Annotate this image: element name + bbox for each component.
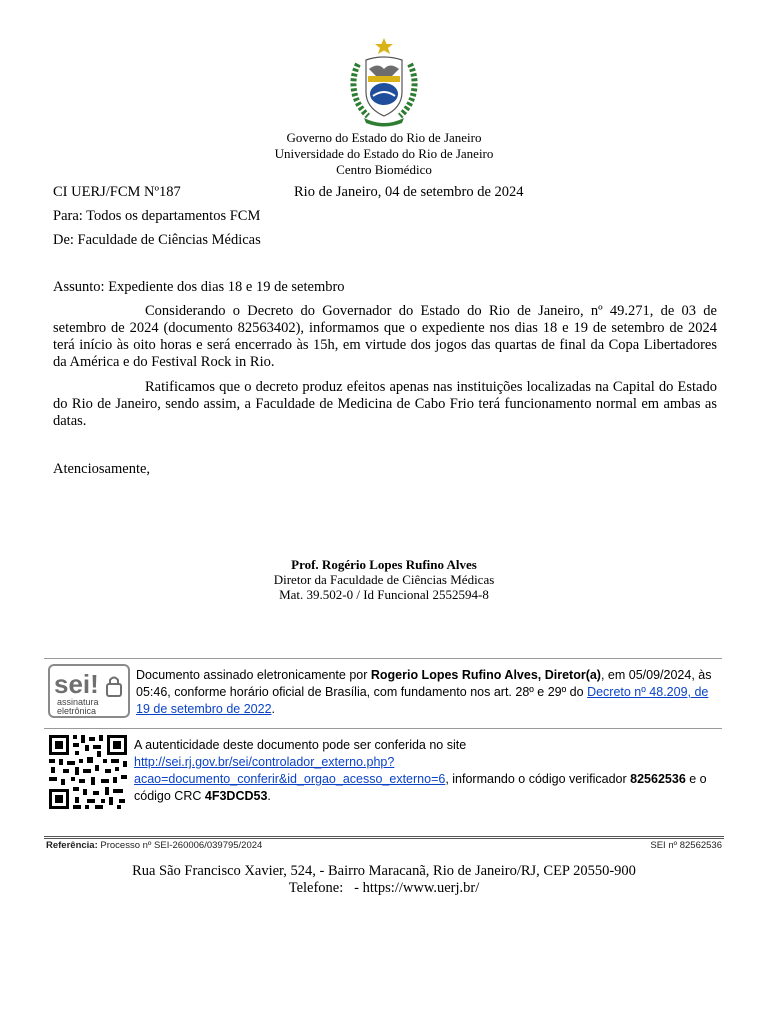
signer-name: Prof. Rogério Lopes Rufino Alves	[291, 557, 477, 572]
decree-link[interactable]: Decreto nº 48.209, de 19 de setembro de 2022	[136, 685, 709, 716]
header-government: Governo do Estado do Rio de Janeiro	[286, 130, 482, 145]
signer-bold: Rogerio Lopes Rufino Alves, Diretor(a)	[370, 668, 601, 682]
electronic-signature-text: Documento assinado eletronicamente por Rogerio Lopes Rufino Alves, Diretor(a), em 05/09/2024, às 05:46, conforme horário oficial de Brasília, com fundamento nos art. 28º e 29º do Decreto nº 48.209, de 19 de setembro de 2022.	[136, 668, 712, 716]
authenticity-text: A autenticidade deste documento pode ser conferida no site http://sei.rj.gov.br/sei/controlador_externo.php? acao=documento_conferir&id_orgao_acesso_externo=6, informando o código verificador 82562536 e o código CRC 4F3DCD53.	[134, 738, 707, 803]
state-coat-of-arms-icon	[344, 36, 424, 128]
reference-sei-number: SEI nº 82562536	[650, 840, 722, 851]
memo-subject: Assunto: Expediente dos dias 18 e 19 de setembro	[53, 279, 345, 295]
signer-role: Diretor da Faculdade de Ciências Médicas	[273, 572, 495, 587]
sei-brand-text: sei!	[54, 669, 99, 699]
sei-signature-logo-icon	[48, 664, 130, 718]
crc-code: 4F3DCD53	[204, 789, 268, 803]
header-center: Centro Biomédico	[336, 162, 432, 177]
body-paragraph-1: Considerando o Decreto do Governador do Estado do Rio de Janeiro, nº 49.271, de 03 de setembro de 2024 (documento 82563402), informamos que o expediente nos dias 18 e 19 de setembro de 2024 terá início às oito horas e será encerrado às 15h, em virtude dos jogos das quartas de final da Copa Libertadores da América e do Festival Rock in Rio.	[53, 303, 717, 370]
verification-url-link[interactable]: http://sei.rj.gov.br/sei/controlador_externo.php? acao=documento_conferir&id_orgao_acesso_externo=6	[134, 755, 446, 786]
signer-id: Mat. 39.502-0 / Id Funcional 2552594-8	[279, 587, 489, 602]
footer-address: Rua São Francisco Xavier, 524, - Bairro Maracanã, Rio de Janeiro/RJ, CEP 20550-900	[132, 863, 636, 879]
memo-number: CI UERJ/FCM Nº187	[53, 184, 181, 200]
memo-sender: De: Faculdade de Ciências Médicas	[53, 232, 261, 248]
closing: Atenciosamente,	[53, 461, 151, 477]
reference-process: Referência: Processo nº SEI-260006/039795/2024	[46, 840, 263, 851]
sei-caption-1: assinatura	[57, 697, 99, 707]
qr-code-icon	[47, 733, 129, 811]
footer-contact: Telefone: - https://www.uerj.br/	[288, 880, 480, 896]
sei-caption-2: eletrônica	[57, 706, 97, 716]
memo-recipient: Para: Todos os departamentos FCM	[53, 208, 261, 224]
body-paragraph-2: Ratificamos que o decreto produz efeitos apenas nas instituições localizadas na Capital do Estado do Rio de Janeiro, sendo assim, a Faculdade de Medicina de Cabo Frio terá funcionamento normal em ambas as datas.	[53, 379, 717, 429]
reference-divider	[44, 836, 724, 839]
memo-place-date: Rio de Janeiro, 04 de setembro de 2024	[294, 184, 524, 200]
header-university: Universidade do Estado do Rio de Janeiro	[274, 146, 494, 161]
verifier-code: 82562536	[630, 772, 686, 786]
